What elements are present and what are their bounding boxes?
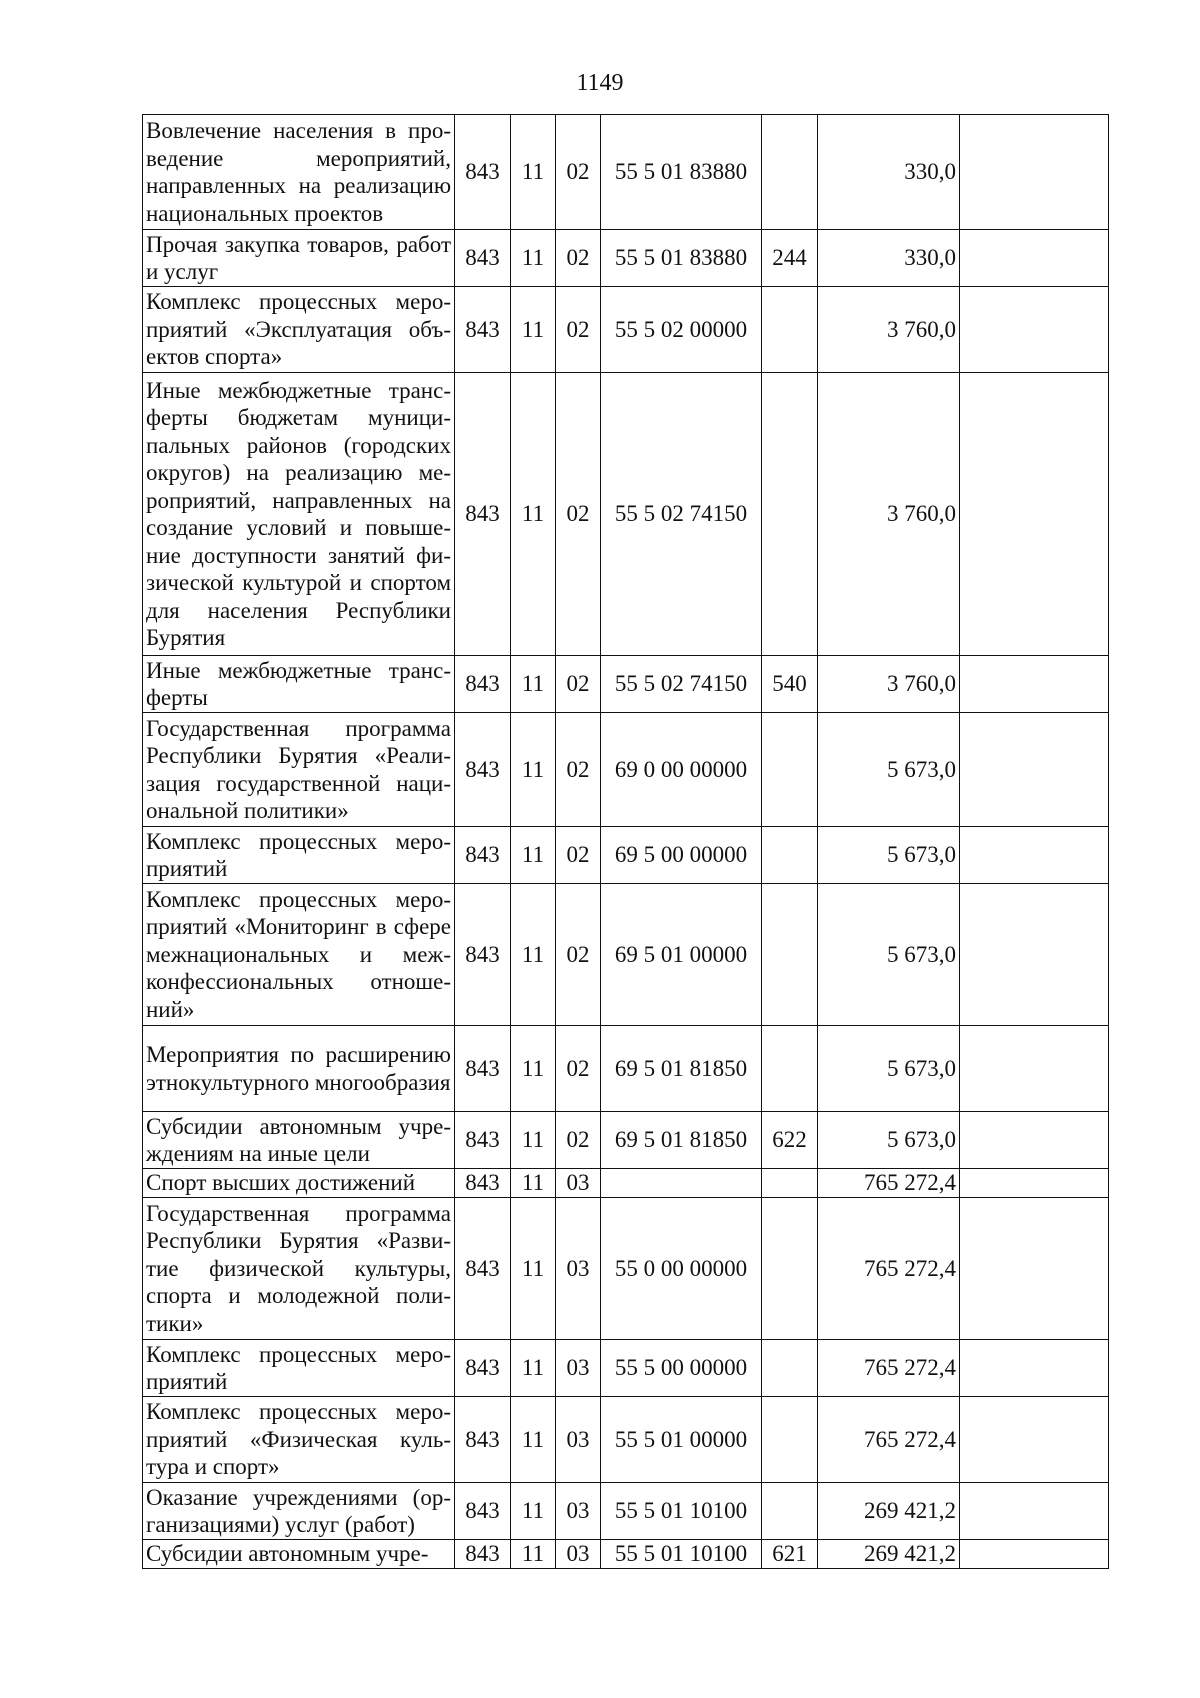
- table-row: [143, 656, 1109, 713]
- row-ministry-code: 843: [455, 884, 511, 1026]
- row-ministry-code: 843: [455, 1397, 511, 1483]
- row-ministry-code: 843: [455, 1169, 511, 1198]
- row-expense-type: [762, 1340, 818, 1397]
- row-amount: 269 421,2: [818, 1483, 960, 1540]
- table-row: [143, 1169, 1109, 1198]
- row-target-code: 55 5 01 00000: [601, 1397, 762, 1483]
- row-subsection-code: 02: [556, 1112, 601, 1169]
- row-subsection-code: 02: [556, 373, 601, 656]
- row-amount: 5 673,0: [818, 1026, 960, 1112]
- row-amount: 765 272,4: [818, 1198, 960, 1340]
- table-row: [143, 1112, 1109, 1169]
- table-row: [143, 1483, 1109, 1540]
- row-expense-type: 621: [762, 1540, 818, 1569]
- row-ministry-code: 843: [455, 373, 511, 656]
- row-name: Комплекс процессных мероприятий: [143, 1340, 455, 1397]
- row-subsection-code: 02: [556, 884, 601, 1026]
- row-ministry-code: 843: [455, 1340, 511, 1397]
- table-row: [143, 1026, 1109, 1112]
- row-section-code: 11: [511, 884, 556, 1026]
- row-expense-type: 244: [762, 230, 818, 287]
- table-row: [143, 287, 1109, 373]
- row-subsection-code: 03: [556, 1483, 601, 1540]
- table-row: [143, 115, 1109, 230]
- row-ministry-code: 843: [455, 713, 511, 827]
- row-extra-cell: [960, 656, 1109, 713]
- row-ministry-code: 843: [455, 827, 511, 884]
- row-target-code: 69 5 01 81850: [601, 1112, 762, 1169]
- row-subsection-code: 03: [556, 1540, 601, 1569]
- row-extra-cell: [960, 1483, 1109, 1540]
- row-ministry-code: 843: [455, 1540, 511, 1569]
- row-extra-cell: [960, 1340, 1109, 1397]
- row-name: Спорт высших достижений: [143, 1169, 455, 1198]
- row-subsection-code: 03: [556, 1340, 601, 1397]
- row-name: Комплекс процессных мероприятий «Физическая культура и спорт»: [143, 1397, 455, 1483]
- row-target-code: 69 5 01 81850: [601, 1026, 762, 1112]
- table-row: [143, 373, 1109, 656]
- row-subsection-code: 03: [556, 1169, 601, 1198]
- row-amount: 765 272,4: [818, 1169, 960, 1198]
- row-ministry-code: 843: [455, 1483, 511, 1540]
- row-amount: 269 421,2: [818, 1540, 960, 1569]
- row-name: Комплекс процессных мероприятий «Эксплуатация объектов спорта»: [143, 287, 455, 373]
- row-section-code: 11: [511, 1483, 556, 1540]
- row-subsection-code: 02: [556, 1026, 601, 1112]
- row-name: Прочая закупка товаров, работ и услуг: [143, 230, 455, 287]
- row-target-code: [601, 1169, 762, 1198]
- row-subsection-code: 03: [556, 1198, 601, 1340]
- row-extra-cell: [960, 230, 1109, 287]
- row-amount: 5 673,0: [818, 713, 960, 827]
- row-ministry-code: 843: [455, 656, 511, 713]
- row-target-code: 55 5 01 83880: [601, 115, 762, 230]
- page-number: 1149: [576, 70, 624, 96]
- row-extra-cell: [960, 713, 1109, 827]
- row-name: Иные межбюджетные трансферты: [143, 656, 455, 713]
- row-section-code: 11: [511, 1169, 556, 1198]
- row-name: Субсидии автономным учре-: [143, 1540, 455, 1569]
- row-subsection-code: 02: [556, 287, 601, 373]
- row-extra-cell: [960, 827, 1109, 884]
- row-section-code: 11: [511, 1540, 556, 1569]
- row-section-code: 11: [511, 1198, 556, 1340]
- row-section-code: 11: [511, 713, 556, 827]
- row-target-code: 55 5 02 74150: [601, 373, 762, 656]
- row-name: Государственная программа Республики Бурятия «Развитие физической культуры, спорта и молодежной политики»: [143, 1198, 455, 1340]
- row-extra-cell: [960, 884, 1109, 1026]
- row-extra-cell: [960, 1112, 1109, 1169]
- row-subsection-code: 02: [556, 656, 601, 713]
- row-expense-type: [762, 713, 818, 827]
- table-row: [143, 884, 1109, 1026]
- row-section-code: 11: [511, 115, 556, 230]
- row-section-code: 11: [511, 656, 556, 713]
- row-target-code: 55 5 01 10100: [601, 1540, 762, 1569]
- row-target-code: 55 5 00 00000: [601, 1340, 762, 1397]
- row-amount: 3 760,0: [818, 287, 960, 373]
- row-extra-cell: [960, 1397, 1109, 1483]
- row-extra-cell: [960, 1198, 1109, 1340]
- table-row: [143, 713, 1109, 827]
- row-target-code: 55 5 01 10100: [601, 1483, 762, 1540]
- row-amount: 3 760,0: [818, 656, 960, 713]
- row-target-code: 69 5 00 00000: [601, 827, 762, 884]
- row-ministry-code: 843: [455, 287, 511, 373]
- row-extra-cell: [960, 115, 1109, 230]
- row-section-code: 11: [511, 827, 556, 884]
- row-ministry-code: 843: [455, 1026, 511, 1112]
- row-expense-type: [762, 827, 818, 884]
- table-row: [143, 1198, 1109, 1340]
- row-expense-type: [762, 287, 818, 373]
- table-row: [143, 1340, 1109, 1397]
- row-target-code: 55 0 00 00000: [601, 1198, 762, 1340]
- row-extra-cell: [960, 287, 1109, 373]
- row-name: Комплекс процессных мероприятий «Мониторинг в сфере межнациональных и межконфессиональных отношений»: [143, 884, 455, 1026]
- row-extra-cell: [960, 373, 1109, 656]
- row-expense-type: [762, 884, 818, 1026]
- row-expense-type: [762, 1397, 818, 1483]
- row-expense-type: [762, 1026, 818, 1112]
- row-expense-type: 540: [762, 656, 818, 713]
- row-amount: 5 673,0: [818, 1112, 960, 1169]
- row-amount: 765 272,4: [818, 1397, 960, 1483]
- row-section-code: 11: [511, 230, 556, 287]
- row-target-code: 55 5 02 74150: [601, 656, 762, 713]
- row-name: Государственная программа Республики Бурятия «Реализация государственной национальной политики»: [143, 713, 455, 827]
- row-target-code: 55 5 02 00000: [601, 287, 762, 373]
- row-extra-cell: [960, 1026, 1109, 1112]
- row-amount: 765 272,4: [818, 1340, 960, 1397]
- row-name: Субсидии автономным учреждениям на иные цели: [143, 1112, 455, 1169]
- row-subsection-code: 02: [556, 713, 601, 827]
- row-subsection-code: 02: [556, 230, 601, 287]
- row-section-code: 11: [511, 373, 556, 656]
- table-row: [143, 1540, 1109, 1569]
- row-subsection-code: 02: [556, 115, 601, 230]
- row-extra-cell: [960, 1540, 1109, 1569]
- row-amount: 3 760,0: [818, 373, 960, 656]
- row-name: Оказание учреждениями (организациями) услуг (работ): [143, 1483, 455, 1540]
- row-target-code: 55 5 01 83880: [601, 230, 762, 287]
- row-ministry-code: 843: [455, 1112, 511, 1169]
- row-target-code: 69 0 00 00000: [601, 713, 762, 827]
- row-amount: 330,0: [818, 230, 960, 287]
- row-ministry-code: 843: [455, 115, 511, 230]
- table-row: [143, 230, 1109, 287]
- row-name: Вовлечение населения в проведение мероприятий, направленных на реализацию национальных проектов: [143, 115, 455, 230]
- row-expense-type: [762, 1198, 818, 1340]
- row-subsection-code: 02: [556, 827, 601, 884]
- row-target-code: 69 5 01 00000: [601, 884, 762, 1026]
- row-name: Комплекс процессных мероприятий: [143, 827, 455, 884]
- row-expense-type: [762, 373, 818, 656]
- row-section-code: 11: [511, 1397, 556, 1483]
- row-ministry-code: 843: [455, 230, 511, 287]
- row-name: Иные межбюджетные трансферты бюджетам муниципальных районов (городских округов) на реализацию мероприятий, направленных на создание условий и повышение доступности занятий физической культурой и спортом для населения Республики Бурятия: [143, 373, 455, 656]
- row-section-code: 11: [511, 1026, 556, 1112]
- row-expense-type: [762, 1169, 818, 1198]
- row-section-code: 11: [511, 1112, 556, 1169]
- row-ministry-code: 843: [455, 1198, 511, 1340]
- row-expense-type: [762, 115, 818, 230]
- row-amount: 5 673,0: [818, 827, 960, 884]
- row-expense-type: 622: [762, 1112, 818, 1169]
- row-amount: 330,0: [818, 115, 960, 230]
- table-row: [143, 827, 1109, 884]
- row-section-code: 11: [511, 287, 556, 373]
- row-extra-cell: [960, 1169, 1109, 1198]
- row-amount: 5 673,0: [818, 884, 960, 1026]
- row-subsection-code: 03: [556, 1397, 601, 1483]
- row-name: Мероприятия по расширению этнокультурного многообразия: [143, 1026, 455, 1112]
- row-expense-type: [762, 1483, 818, 1540]
- row-section-code: 11: [511, 1340, 556, 1397]
- budget-table: [142, 114, 1109, 1569]
- table-row: [143, 1397, 1109, 1483]
